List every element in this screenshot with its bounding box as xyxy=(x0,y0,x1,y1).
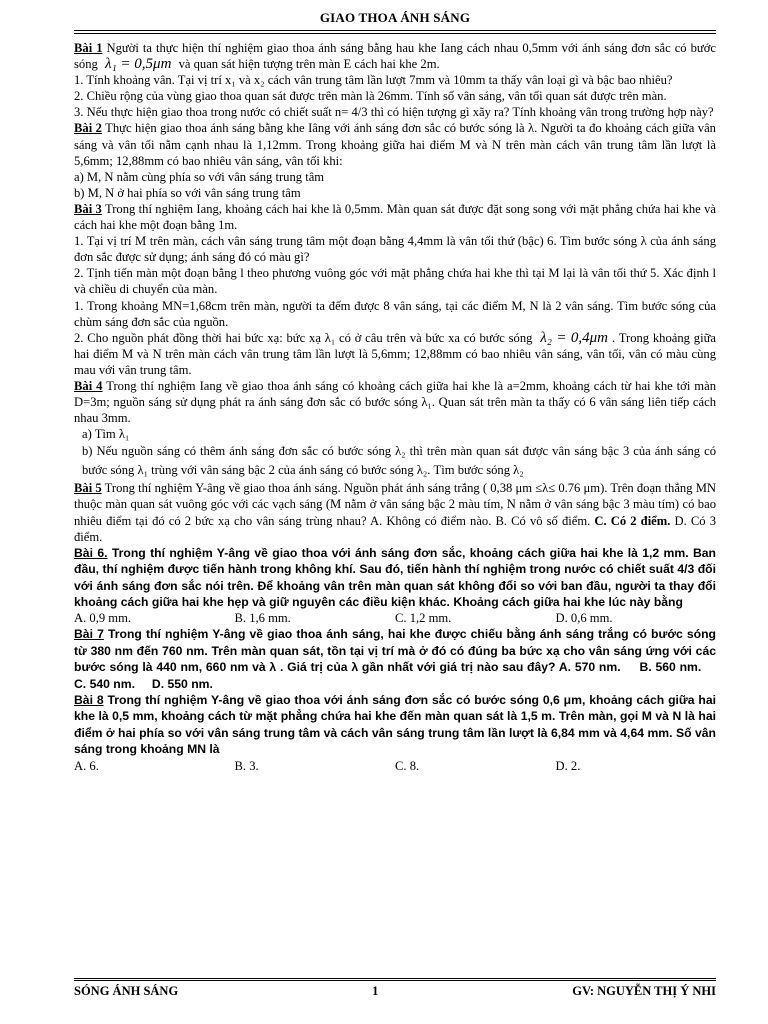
problem-6 xyxy=(74,545,716,611)
problem-7-label: Bài 7 xyxy=(74,627,104,642)
lambda1-formula: λ₁ = 0,5μm xyxy=(104,56,172,73)
problem-4-text: Trong thí nghiệm Iang về giao thoa ánh sáng có khoảng cách giữa hai khe là a=2mm, khoảng cách từ hai khe tới màn D=3m; nguồn sáng sử dụng phát ra ánh sáng đơn sắc có bước sóng λ₁. Quan sát trên màn ta thấy có 6 vân sáng liên tiếp cách nhau 3mm. xyxy=(74,378,716,426)
problem-2-b: b) M, N ở hai phía so với vân sáng trung tâm xyxy=(74,185,301,200)
problem-3 xyxy=(74,201,716,233)
problem-3-text: Trong thí nghiệm Iang, khoảng cách hai khe là 0,5mm. Màn quan sát được đặt song song với mặt phẳng chứa hai khe và cách hai khe một đoạn bằng 1m. xyxy=(74,201,716,233)
problem-3-q3: 1. Trong khoảng MN=1,68cm trên màn, người ta đếm được 8 vân sáng, tại các điểm M, N là 2 vân sáng. Tìm bước sóng của chùm sáng đơn sắc của nguồn. xyxy=(74,298,716,329)
footer-rule xyxy=(74,978,716,981)
problem-3-q2: 2. Tịnh tiến màn một đoạn bằng l theo phương vuông góc với mặt phẳng chứa hai khe thì tại M lại là vân tối thứ 5. Xác định l và chiều di chuyển của màn. xyxy=(74,266,716,297)
problem-4-label: Bài 4 xyxy=(74,378,103,393)
problem-8-text: Trong thí nghiệm Y-âng về giao thoa với ánh sáng đơn sắc có bước sóng 0,6 μm, khoảng cách giữa hai khe là 0,5 mm, khoảng cách từ mặt phẳng chứa hai khe đến màn quan sát là 1,5 m. Trên màn, gọi M và N là hai điểm ở hai phía so với vân sáng trung tâm và cách vân sáng trung tâm lần lượt là 6,84 mm và 4,64 mm. Số vân sáng trong khoảng MN là xyxy=(74,693,716,757)
problem-7-opt-c: C. 540 nm. xyxy=(74,676,135,691)
problem-8-label: Bài 8 xyxy=(74,693,104,708)
problem-7-opt-d: D. 550 nm. xyxy=(151,676,213,691)
problem-1-label: Bài 1 xyxy=(74,41,103,55)
problem-2-label: Bài 2 xyxy=(74,121,102,136)
problem-1-q1: 1. Tính khoảng vân. Tại vị trí x₁ và x₂ cách vân trung tâm lần lượt 7mm và 10mm ta thấy vân loại gì và bậc bao nhiêu? xyxy=(74,73,673,88)
problem-2-text: Thực hiện giao thoa ánh sáng bằng khe Iâng với ánh sáng đơn sắc có bước sóng là λ. Người ta đo khoảng cách giữa vân sáng và vân tối nằm cạnh nhau là 1,12mm. Trong khoảng giữa hai điểm M và N trên màn cách vân trung tâm lần lượt là 5,6mm; 12,88mm có bao nhiêu vân sáng, vân tối khi: xyxy=(74,121,716,168)
problem-4 xyxy=(74,378,716,426)
problem-5-opt-b: B. Có vô số điểm. xyxy=(495,513,591,528)
problem-6-opt-c: C. 1,2 mm. xyxy=(395,611,452,626)
lambda2-formula: λ₂ = 0,4μm xyxy=(540,329,609,346)
problem-4-a: a) Tìm λ₁ xyxy=(82,427,130,442)
problem-8-opt-c: C. 8. xyxy=(395,758,420,773)
problem-6-opt-b: B. 1,6 mm. xyxy=(234,611,291,626)
problem-7-opt-a: A. 570 nm. xyxy=(558,660,621,675)
problem-7-opt-b: B. 560 nm. xyxy=(639,660,702,675)
problem-2 xyxy=(74,120,716,168)
problem-6-opt-d: D. 0,6 mm. xyxy=(555,611,613,626)
header-rule-2 xyxy=(74,33,716,34)
problem-5-text: Trong thí nghiệm Y-âng về giao thoa ánh sáng. Nguồn phát ánh sáng trắng ( 0,38 μm ≤λ≤ 0.76 μm). Trên đoạn thẳng MN thuộc màn quan sát vuông góc với các vạch sáng (M nằm ở vân sáng bậc 2 màu tím, N nằm ở vân sáng bậc 3 màu tím) có bao nhiêu điểm tại đó có 2 bức xạ cho vân sáng trùng nhau? xyxy=(74,481,716,528)
problem-2-a: a) M, N nằm cùng phía so với vân sáng trung tâm xyxy=(74,169,325,184)
problem-5-opt-a: A. Không có điểm nào. xyxy=(369,513,492,528)
problem-7 xyxy=(74,626,716,692)
problem-5-label: Bài 5 xyxy=(74,481,102,496)
problem-1-intro-2: và quan sát hiện tượng trên màn E cách hai khe 2m. xyxy=(178,57,440,72)
problem-8-opt-b: B. 3. xyxy=(234,758,259,773)
problem-6-options xyxy=(74,610,716,626)
problem-3-q4 xyxy=(74,330,716,378)
problem-1 xyxy=(74,40,716,72)
problem-5-opt-c: C. Có 2 điểm. xyxy=(594,513,671,528)
problem-6-opt-a: A. 0,9 mm. xyxy=(74,611,132,626)
problem-1-q3: 3. Nếu thực hiện giao thoa trong nước có chiết suất n= 4/3 thì có hiện tượng gì xãy ra? Tính khoảng vân trong trường hợp này? xyxy=(74,105,714,120)
page-number: 1 xyxy=(372,984,379,998)
page-title: GIAO THOA ÁNH SÁNG xyxy=(319,10,471,25)
problem-6-text: Trong thí nghiệm Y-âng về giao thoa với ánh sáng đơn sắc, khoảng cách giữa hai khe là 1,2 mm. Ban đầu, thí nghiệm được tiến hành trong không khí. Sau đó, tiến hành thí nghiệm trong nước có chiết suất 4/3 đối với ánh sáng đơn sắc nói trên. Để khoảng vân trên màn quan sát không đổi so với ban đầu, người ta thay đổi khoảng cách giữa hai khe hẹp và giữ nguyên các điều kiện khác. Khoảng cách giữa hai khe lúc này bằng xyxy=(74,545,717,609)
problem-7-text: Trong thí nghiệm Y-âng về giao thoa ánh sáng, hai khe được chiếu bằng ánh sáng trắng có bước sóng từ 380 nm đến 760 nm. Trên màn quan sát, tồn tại vị trí mà ở đó có đúng ba bức xạ cho vân sáng ứng với các bước sóng là 440 nm, 660 nm và λ . Giá trị của λ gần nhất với giá trị nào sau đây? xyxy=(74,627,716,675)
problem-8-opt-d: D. 2. xyxy=(555,758,581,773)
problem-1-q2: 2. Chiều rộng của vùng giao thoa quan sát được trên màn là 26mm. Tính số vân sáng, vân tối quan sát được trên màn. xyxy=(74,89,667,104)
problem-8-opt-a: A. 6. xyxy=(74,758,99,773)
header-rule xyxy=(74,30,716,31)
problem-1-intro: Người ta thực hiện thí nghiệm giao thoa ánh sáng bằng hau khe Iang cách nhau 0,5mm với ánh sáng đơn sắc có bước sóng xyxy=(74,41,716,72)
problem-4-b: b) Nếu nguồn sáng có thêm ánh sáng đơn sắc có bước sóng λ₂ thì trên màn quan sát được vân sáng bậc 3 của ánh sáng có bước sóng λ₁ trùng với vân sáng bậc 2 của ánh sáng có bước sóng λ₂. Tìm bước sóng λ₂ xyxy=(82,444,716,478)
problem-5 xyxy=(74,480,716,544)
problem-6-label: Bài 6. xyxy=(74,545,108,560)
footer-chapter: SÓNG ÁNH SÁNG xyxy=(74,984,179,998)
problem-5-opt-d: D. Có 3 điểm. xyxy=(74,513,717,544)
problem-3-q1: 1. Tại vị trí M trên màn, cách vân sáng trung tâm một đoạn bằng 4,4mm là vân tối thứ (bậc) 6. Tìm bước sóng λ của ánh sáng đơn sắc được sử dụng; ánh sáng đó có màu gì? xyxy=(74,234,716,265)
problem-3-q4-text: 2. Cho nguồn phát đồng thời hai bức xạ: bức xạ λ₁ có ở câu trên và bức xa có bước sóng xyxy=(74,330,533,345)
problem-8-options xyxy=(74,758,716,774)
problem-3-q4-rest: . Trong khoảng giữa hai điểm M và N trên màn cách vân trung tâm lần lượt là 5,6mm; 12,88mm có bao nhiêu vân sáng, vân tối, vân có màu cùng mau với vân trung tâm. xyxy=(74,330,716,377)
page-footer xyxy=(74,978,716,999)
footer-teacher: GV: NGUYỄN THỊ Ý NHI xyxy=(572,984,716,998)
problem-8 xyxy=(74,692,716,758)
problem-3-label: Bài 3 xyxy=(74,201,102,216)
